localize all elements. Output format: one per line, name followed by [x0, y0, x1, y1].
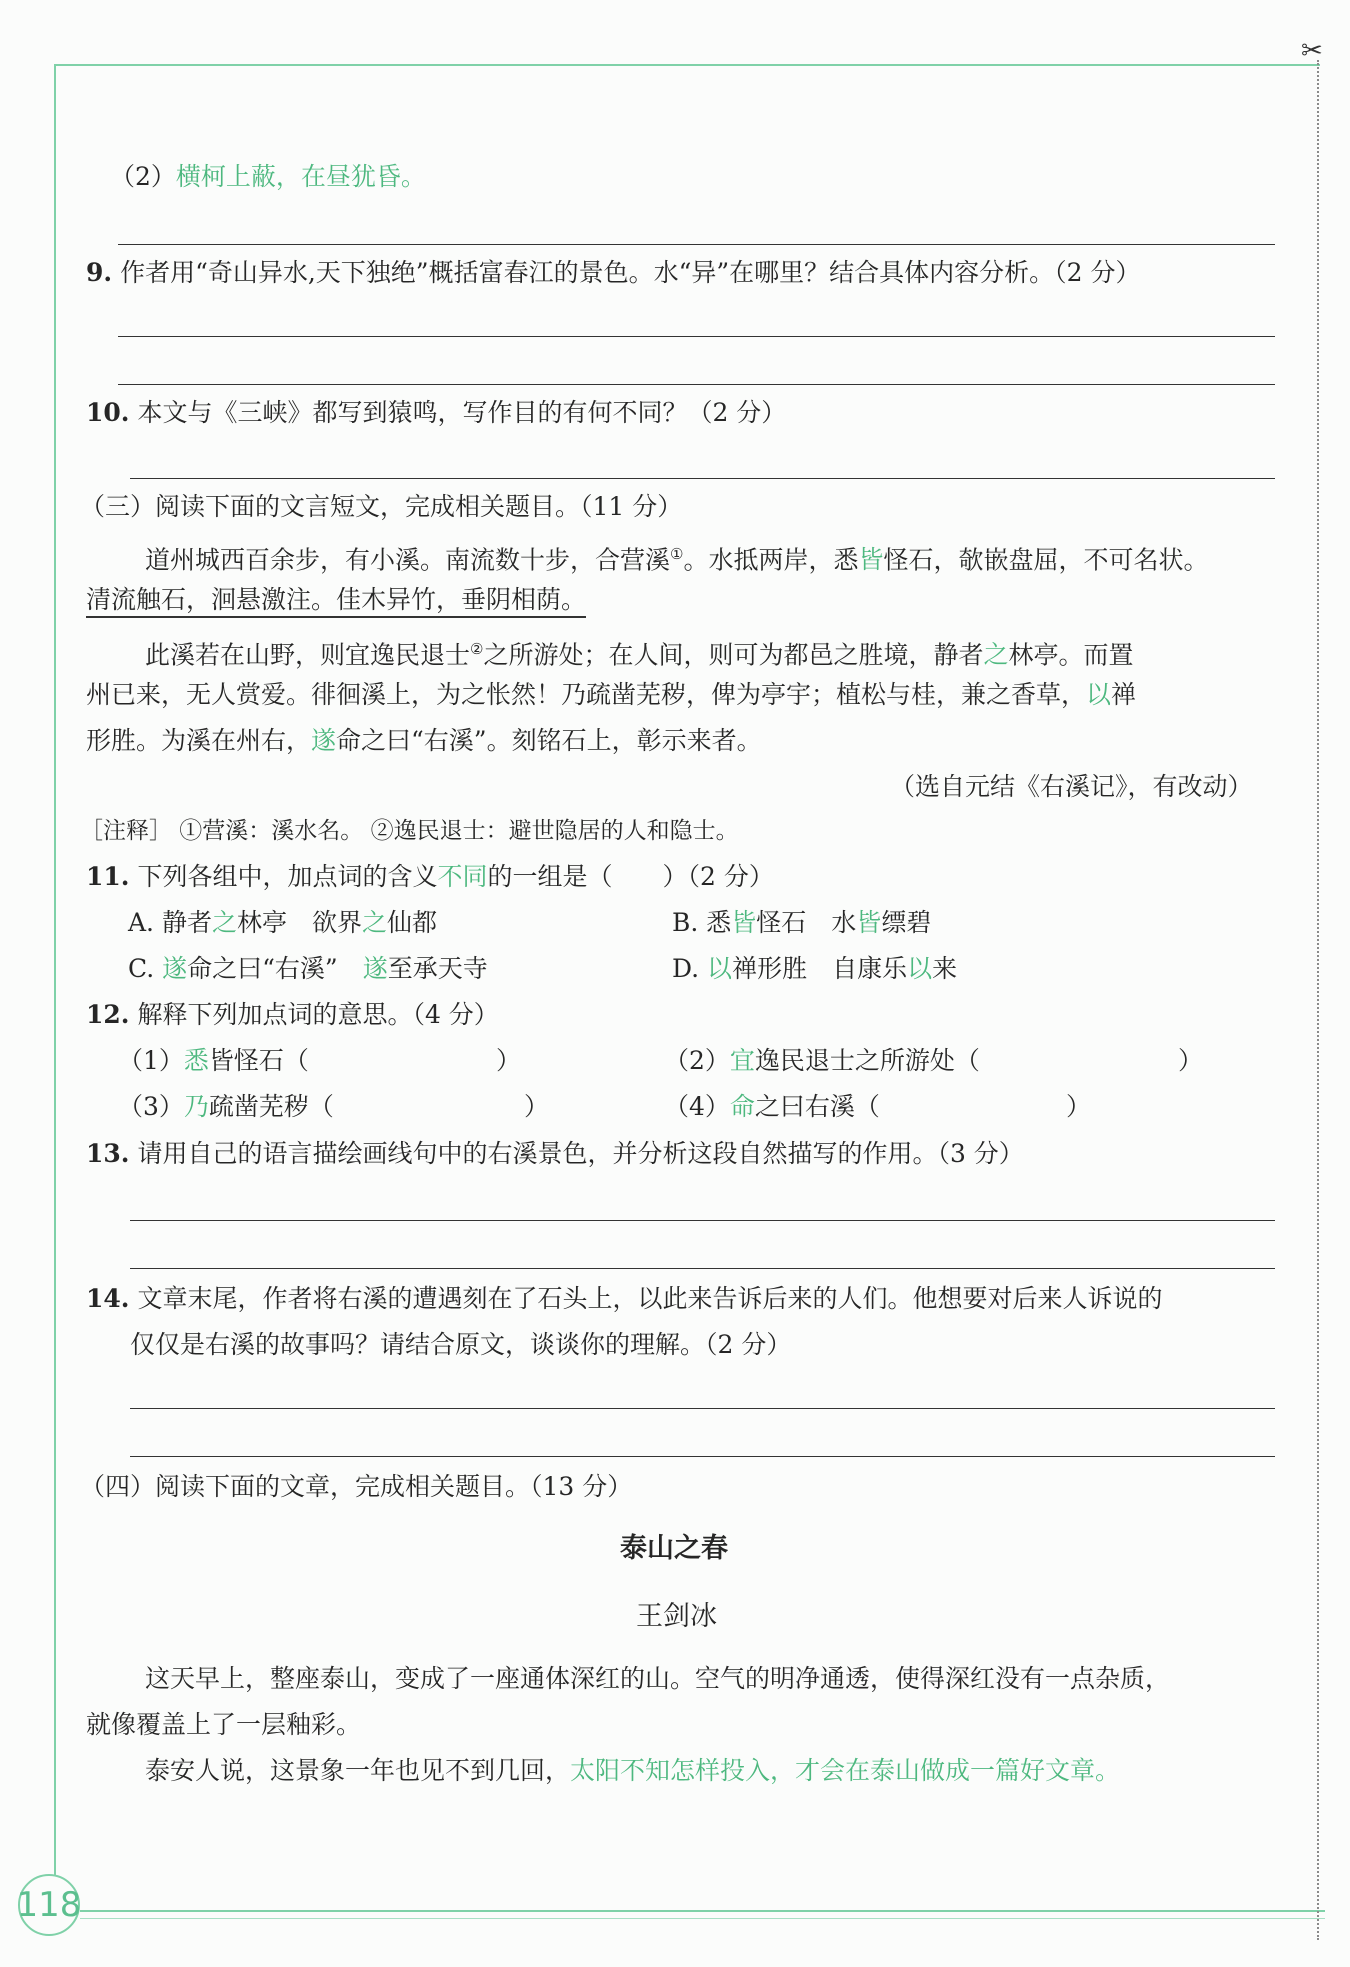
q8-sub2-num: （2） [110, 162, 176, 191]
dotted-word: 悉 [183, 1046, 209, 1075]
dotted-word: 皆 [731, 908, 757, 937]
dotted-word: 之 [211, 908, 237, 937]
text-segment: 来 [932, 954, 958, 983]
article-para2 [145, 1754, 1120, 1788]
q9-text: 作者用“奇山异水,天下独绝”概括富春江的景色。水“异”在哪里？结合具体内容分析。（2 分） [120, 258, 1141, 287]
answer-line[interactable] [130, 1456, 1275, 1457]
dotted-word: 皆 [856, 908, 882, 937]
q11-text: 的一组是（ ）（2 分） [487, 862, 774, 891]
dotted-word: 之 [361, 908, 387, 937]
dotted-word: 乃 [183, 1092, 209, 1121]
q14-line1 [86, 1282, 1162, 1316]
q11-emphasis: 不同 [437, 862, 488, 891]
text-segment: A. 静者 [128, 908, 212, 937]
answer-line[interactable] [118, 244, 1275, 245]
q11-option-b[interactable] [672, 906, 931, 940]
text-segment: C. [128, 954, 163, 983]
q12-item-1-close: ） [496, 1046, 522, 1075]
scissors-icon: ✂ [1301, 36, 1323, 66]
q11-option-d[interactable] [672, 952, 957, 986]
q11-option-c[interactable] [128, 952, 488, 986]
passage-text: 此溪若在山野，则宜逸民退士 [145, 640, 471, 670]
dotted-word: 命 [729, 1092, 755, 1121]
article-author: 王剑冰 [636, 1601, 717, 1632]
passage-text: 。水抵两岸，悉 [683, 545, 859, 575]
dotted-word: 遂 [362, 954, 388, 983]
q10-num: 10. [86, 398, 130, 427]
article-title: 泰山之春 [620, 1533, 728, 1564]
frame-bottom-border [80, 1910, 1325, 1912]
q10 [86, 396, 786, 430]
text-segment: （4） [664, 1092, 730, 1121]
section4-heading: （四）阅读下面的文章，完成相关题目。（13 分） [80, 1472, 633, 1501]
dotted-word: 以 [1086, 680, 1112, 709]
text-segment: 怪石 水 [756, 908, 857, 937]
frame-top-border [55, 64, 1320, 66]
answer-line[interactable] [130, 478, 1275, 479]
q12-item-1 [118, 1044, 309, 1078]
text-segment: 皆怪石（ [208, 1046, 309, 1075]
q12-item-4 [664, 1090, 880, 1124]
text-segment: 逸民退士之所游处（ [754, 1046, 980, 1075]
section3-heading: （三）阅读下面的文言短文，完成相关题目。（11 分） [80, 492, 683, 521]
passage-line2 [86, 583, 586, 617]
answer-line[interactable] [118, 384, 1275, 385]
q14-text: 文章末尾，作者将右溪的遭遇刻在了石头上，以此来告诉后来的人们。他想要对后来人诉说的 [137, 1284, 1163, 1313]
q12-num: 12. [86, 1000, 130, 1029]
text-segment: （2） [664, 1046, 730, 1075]
dotted-word: 遂 [162, 954, 188, 983]
passage-text: 之所游处；在人间，则可为都邑之胜境，静者 [483, 640, 984, 670]
passage-text: 道州城西百余步，有小溪。南流数十步，合营溪 [145, 545, 671, 575]
text-segment: 禅形胜 自康乐 [732, 954, 908, 983]
text-segment: 命之曰“右溪” [187, 954, 363, 983]
passage-line3 [145, 632, 1134, 672]
q12-item-2-close: ） [1178, 1046, 1204, 1075]
passage-text: 命之曰“右溪”。刻铭石上，彰示来者。 [336, 726, 762, 755]
article-para1-line2: 就像覆盖上了一层釉彩。 [86, 1710, 362, 1739]
q11-text: 下列各组中，加点词的含义 [137, 862, 438, 891]
passage-line5 [86, 724, 762, 758]
q12-item-2 [664, 1044, 980, 1078]
text-segment: （3） [118, 1092, 184, 1121]
text-segment: 至承天寺 [387, 954, 488, 983]
frame-left-border [54, 64, 56, 1894]
q13-text: 请用自己的语言描绘画线句中的右溪景色，并分析这段自然描写的作用。（3 分） [137, 1139, 1024, 1168]
dotted-word: 之 [983, 640, 1009, 670]
passage-text: 禅 [1111, 680, 1137, 709]
q12-item-3 [118, 1090, 334, 1124]
q9-num: 9. [86, 258, 113, 287]
q8-sub2 [110, 160, 426, 194]
underlined-sentence: 清流触石，洄悬激注。佳木异竹，垂阴相荫。 [86, 585, 586, 618]
passage-text: 州已来，无人赏爱。徘徊溪上，为之怅然！乃疏凿芜秽，俾为亭宇；植松与桂，兼之香草， [86, 680, 1087, 709]
q14-num: 14. [86, 1284, 130, 1313]
q12-text: 解释下列加点词的意思。（4 分） [137, 1000, 499, 1029]
q12 [86, 998, 499, 1032]
text-segment: （1） [118, 1046, 184, 1075]
text-segment: 疏凿芜秽（ [208, 1092, 334, 1121]
q13 [86, 1137, 1024, 1171]
dotted-word: 以 [707, 954, 733, 983]
article-highlight: 太阳不知怎样投入，才会在泰山做成一篇好文章。 [570, 1756, 1121, 1785]
q11 [86, 860, 774, 894]
q11-option-a[interactable] [128, 906, 437, 940]
q11-num: 11. [86, 862, 130, 891]
dotted-word: 遂 [311, 726, 337, 755]
text-segment: 林亭 欲界 [236, 908, 362, 937]
passage-line4 [86, 678, 1136, 712]
text-segment: D. [672, 954, 708, 983]
dotted-word: 皆 [858, 545, 884, 575]
q13-num: 13. [86, 1139, 130, 1168]
footnote-mark: ① [670, 545, 684, 563]
text-segment: 仙都 [387, 908, 438, 937]
passage-notes: ［注释］ ①营溪：溪水名。 ②逸民退士：避世隐居的人和隐士。 [80, 818, 739, 844]
q9 [86, 256, 1141, 290]
page-number: 118 [18, 1874, 80, 1936]
q12-item-4-close: ） [1066, 1092, 1092, 1121]
passage-text: 怪石，欹嵌盘屈，不可名状。 [883, 545, 1209, 575]
q12-item-3-close: ） [524, 1092, 550, 1121]
answer-line[interactable] [130, 1408, 1275, 1409]
article-text: 泰安人说，这景象一年也见不到几回， [145, 1756, 571, 1785]
passage-text: 形胜。为溪在州右， [86, 726, 312, 755]
answer-line[interactable] [118, 336, 1275, 337]
text-segment: B. 悉 [672, 908, 732, 937]
passage-line1 [145, 537, 1209, 577]
q14-line2: 仅仅是右溪的故事吗？请结合原文，谈谈你的理解。（2 分） [130, 1330, 792, 1359]
text-segment: 之曰右溪（ [754, 1092, 880, 1121]
answer-line[interactable] [130, 1220, 1275, 1221]
text-segment: 缥碧 [881, 908, 932, 937]
q8-sub2-text: 横柯上蔽，在昼犹昏。 [175, 162, 426, 191]
cut-dotted-line [1317, 60, 1319, 1940]
dotted-word: 以 [907, 954, 933, 983]
footnote-mark: ② [470, 640, 484, 658]
passage-text: 林亭。而置 [1008, 640, 1134, 670]
passage-source: （选自元结《右溪记》，有改动） [890, 772, 1253, 801]
dotted-word: 宜 [729, 1046, 755, 1075]
q10-text: 本文与《三峡》都写到猿鸣，写作目的有何不同？（2 分） [137, 398, 787, 427]
article-para1-line1: 这天早上，整座泰山，变成了一座通体深红的山。空气的明净通透，使得深红没有一点杂质， [145, 1664, 1171, 1693]
frame-bottom-border-thin [80, 1918, 1325, 1919]
answer-line[interactable] [130, 1268, 1275, 1269]
